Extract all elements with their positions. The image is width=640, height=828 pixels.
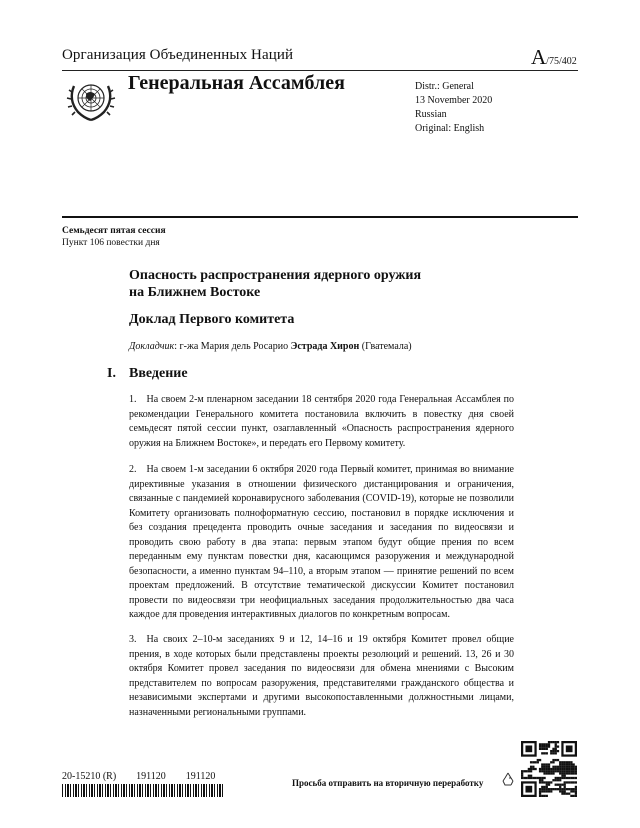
- date-line: 13 November 2020: [415, 95, 493, 106]
- header-rule: [62, 70, 578, 71]
- barcode-icon: [62, 784, 227, 797]
- un-emblem-icon: [64, 74, 118, 128]
- document-symbol: [531, 45, 577, 70]
- symbol-suffix: /75/402: [546, 56, 577, 67]
- rapporteur-label: Докладчик: [129, 341, 175, 352]
- rapporteur-name: Эстрада Хирон: [290, 341, 360, 352]
- paragraph-3: 3. На своих 2–10-м заседаниях 9 и 12, 14–16 и 19 октября Комитет провел общие прения, в ходе которых были представлены проекты резолюций и решений. 13, 26 и 30 октября Комитет провел заседания по видеосвязи для обмена мнениями с Высоким представителем по вопросам разоружения, представителями гражданского общества и независимыми экспертами и другими высокопоставленными должностными лицами, назначенными региональными группами.: [129, 634, 514, 718]
- recycle-icon: [500, 771, 516, 787]
- qr-code-icon: [521, 741, 577, 797]
- report-title: Доклад Первого комитета: [129, 312, 295, 327]
- section-title: Введение: [129, 366, 188, 381]
- rapporteur-prefix: : г-жа Мария дель Росарио: [174, 341, 291, 352]
- distribution-block: [415, 80, 492, 136]
- title-line-1: Опасность распространения ядерного оружия: [129, 268, 422, 283]
- document-code: 20-15210 (R) 191120 191120: [62, 771, 216, 782]
- original-line: Original: English: [415, 123, 485, 134]
- document-title: [129, 267, 509, 301]
- rapporteur-line: [129, 341, 412, 352]
- title-line-2: на Ближнем Востоке: [129, 285, 261, 300]
- symbol-prefix: A: [531, 45, 547, 69]
- paragraph-2: 2. На своем 1-м заседании 6 октября 2020 года Первый комитет, принимая во внимание директивные указания в отношении физического дистанцирования и ограничения, связанные с пандемией коронавирусного заболевания (COVID-19), которые не позволили Комитету организовать полноформатную сессию, постановил в порядке исключения и без создания прецедента проводить очные заседания и заседания по видеосвязи и проводить свою работу в два этапа: первым этапом будут общие прения по всем переданным ему пунктам повестки дня, касающимся разоружения и международной безопасности, а именно пунктам 94–110, а вторым этапом — принятие решений по всем проектам предложений. В отсутствие тематической дискуссии Комитет постановил провести по видеосвязи три неофициальных заседания продолжительностью два часа каждое для проведения интерактивных диалогов по конкретным вопросам.: [129, 464, 514, 620]
- section-number: I.: [107, 366, 116, 381]
- agenda-item: Пункт 106 повестки дня: [62, 238, 160, 248]
- rapporteur-country: (Гватемала): [359, 341, 412, 352]
- session-rule: [62, 216, 578, 218]
- session-name: Семьдесят пятая сессия: [62, 226, 166, 236]
- recycle-note: Просьба отправить на вторичную переработку: [292, 778, 484, 788]
- language-line: Russian: [415, 109, 447, 120]
- distr-line: Distr.: General: [415, 81, 474, 92]
- organization-name: Организация Объединенных Наций: [62, 47, 294, 63]
- paragraph-1: 1. На своем 2-м пленарном заседании 18 сентября 2020 года Генеральная Ассамблея по рекомендации Генерального комитета постановила включить в повестку дня своей семьдесят пятой сессии пункт, озаглавленный «Опасность распространения ядерного оружия на Ближнем Востоке», и передать его Первому комитету.: [129, 394, 514, 449]
- body-title: Генеральная Ассамблея: [128, 72, 345, 94]
